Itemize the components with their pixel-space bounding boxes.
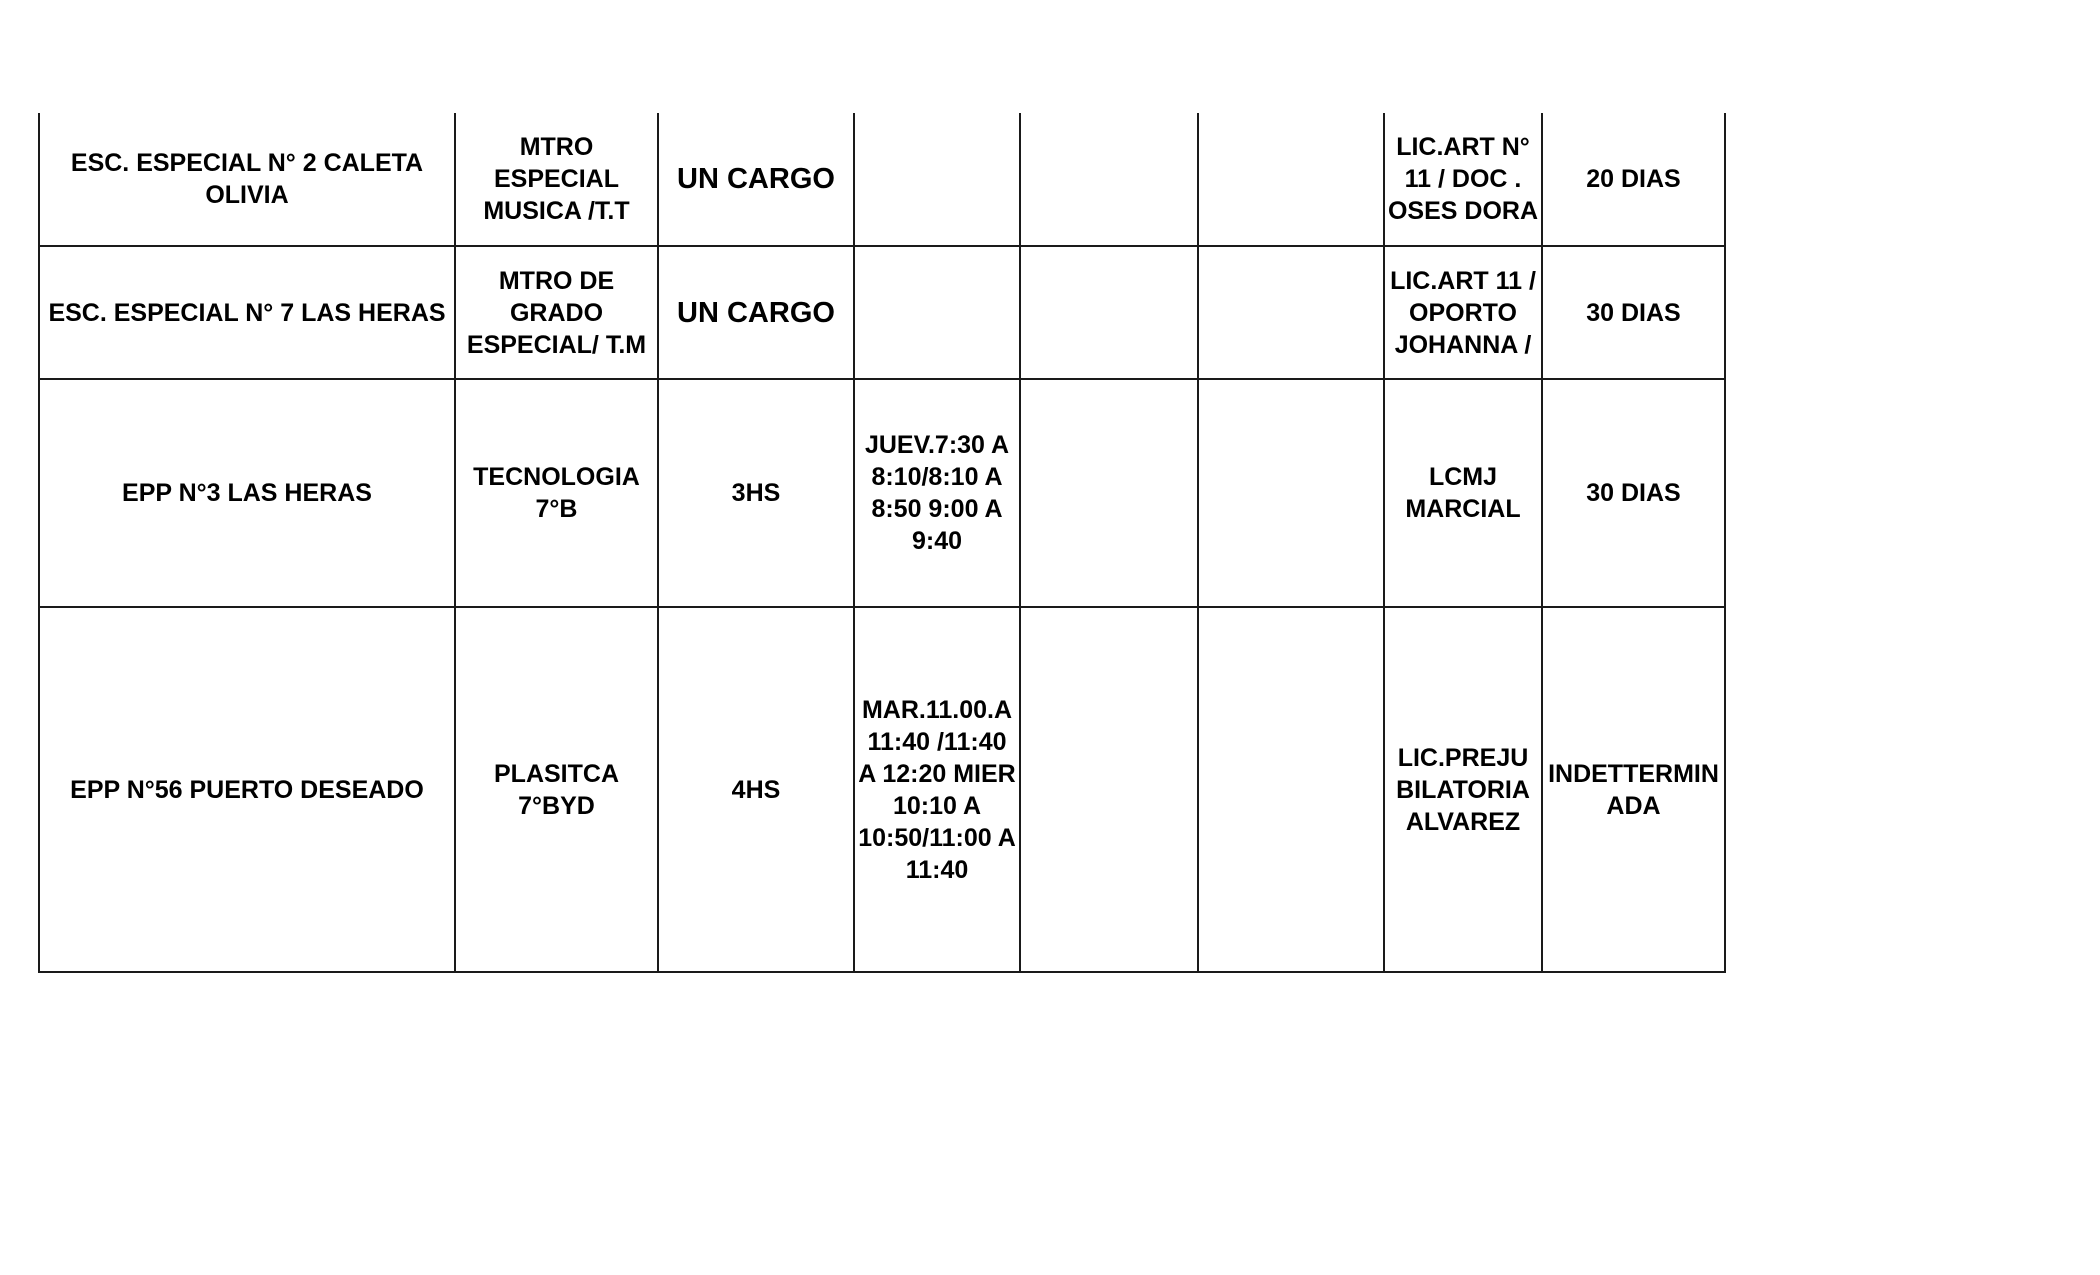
hours-cell: UN CARGO [658,246,854,379]
schedule-cell [854,246,1020,379]
hours-cell: 4HS [658,607,854,972]
hours-cell: 3HS [658,379,854,607]
schedule-cell [854,113,1020,246]
duration-cell: 30 DIAS [1542,379,1725,607]
duration-cell: INDETTERMIN ADA [1542,607,1725,972]
duration-cell: 30 DIAS [1542,246,1725,379]
empty-cell [1020,113,1198,246]
leave-reason-cell: LIC.PREJU BILATORIA ALVAREZ [1384,607,1542,972]
school-cell: EPP N°56 PUERTO DESEADO [39,607,455,972]
empty-cell [1020,246,1198,379]
empty-cell [1020,607,1198,972]
table-row [39,607,1725,972]
school-cell: ESC. ESPECIAL N° 7 LAS HERAS [39,246,455,379]
leave-reason-cell: LCMJ MARCIAL [1384,379,1542,607]
position-cell: MTRO DE GRADO ESPECIAL/ T.M [455,246,658,379]
school-cell: ESC. ESPECIAL N° 2 CALETA OLIVIA [39,113,455,246]
empty-cell [1198,246,1384,379]
empty-cell [1198,379,1384,607]
schedule-cell: JUEV.7:30 A 8:10/8:10 A 8:50 9:00 A 9:40 [854,379,1020,607]
leave-reason-cell: LIC.ART 11 / OPORTO JOHANNA / [1384,246,1542,379]
position-cell: MTRO ESPECIAL MUSICA /T.T [455,113,658,246]
table-row [39,379,1725,607]
empty-cell [1198,607,1384,972]
empty-cell [1198,113,1384,246]
duration-cell: 20 DIAS [1542,113,1725,246]
table-row [39,246,1725,379]
hours-cell: UN CARGO [658,113,854,246]
position-cell: PLASITCA 7°BYD [455,607,658,972]
empty-cell [1020,379,1198,607]
schedule-cell: MAR.11.00.A 11:40 /11:40 A 12:20 MIER 10:10 A 10:50/11:00 A 11:40 [854,607,1020,972]
vacancies-table [38,113,1726,973]
leave-reason-cell: LIC.ART N° 11 / DOC . OSES DORA [1384,113,1542,246]
table-row [39,113,1725,246]
position-cell: TECNOLOGIA 7°B [455,379,658,607]
school-cell: EPP N°3 LAS HERAS [39,379,455,607]
